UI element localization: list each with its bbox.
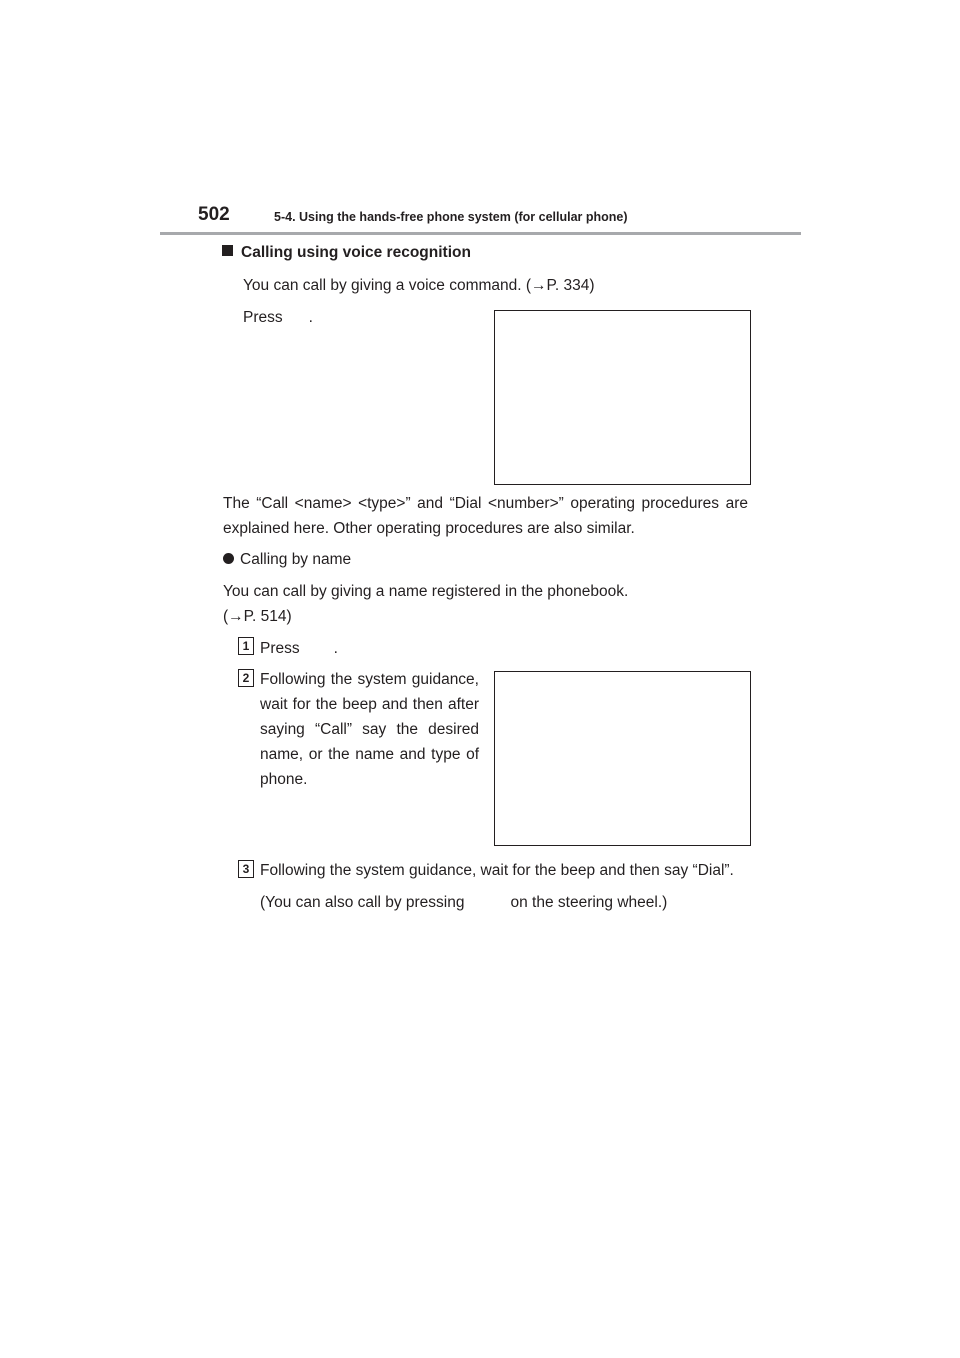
- press-suffix: .: [308, 309, 313, 326]
- illustration-steering-switch: [494, 310, 751, 485]
- illustration-voice-screen: [494, 671, 751, 846]
- explain-line: explained here. Other operating procedures are also similar.: [223, 520, 635, 537]
- note-after: on the steering wheel.): [510, 894, 668, 911]
- round-bullet-icon: [223, 553, 234, 564]
- press-label: Press: [260, 640, 300, 657]
- desc-line: You can call by giving a name registered in the phonebook.: [223, 583, 629, 600]
- explain-line: The “Call <name> <type>” and “Dial <number>” operating procedures are: [223, 495, 748, 512]
- page-number: 502: [198, 204, 230, 225]
- section-title: 5-4. Using the hands-free phone system (for cellular phone): [274, 210, 628, 224]
- step-number: 2: [238, 669, 254, 687]
- press-label: Press: [243, 309, 283, 326]
- bullet-label: Calling by name: [240, 551, 352, 568]
- step-number: 3: [238, 860, 254, 878]
- press-talk-instruction: [243, 305, 313, 330]
- by-name-desc: [223, 579, 628, 629]
- step-number: 1: [238, 637, 254, 655]
- voice-intro: You can call by giving a voice command. (→P. 334): [243, 277, 595, 294]
- step-2-text: Following the system guidance, wait for the beep and then after saying “Call” say the desired name, or the name and type of phone.: [260, 671, 479, 788]
- step-1-text: [260, 636, 338, 661]
- step-suffix: .: [333, 640, 338, 657]
- square-bullet-icon: [222, 245, 233, 256]
- subsection-heading: [222, 244, 471, 262]
- heading-text: Calling using voice recognition: [241, 244, 471, 261]
- step-3-note: [260, 890, 667, 915]
- header-divider: [160, 232, 801, 235]
- note-before: (You can also call by pressing: [260, 894, 465, 911]
- explain-paragraph: [223, 491, 748, 541]
- desc-line: (→P. 514): [223, 608, 292, 625]
- bullet-calling-by-name: [223, 547, 351, 572]
- step-3-text: Following the system guidance, wait for the beep and then say “Dial”.: [260, 862, 734, 879]
